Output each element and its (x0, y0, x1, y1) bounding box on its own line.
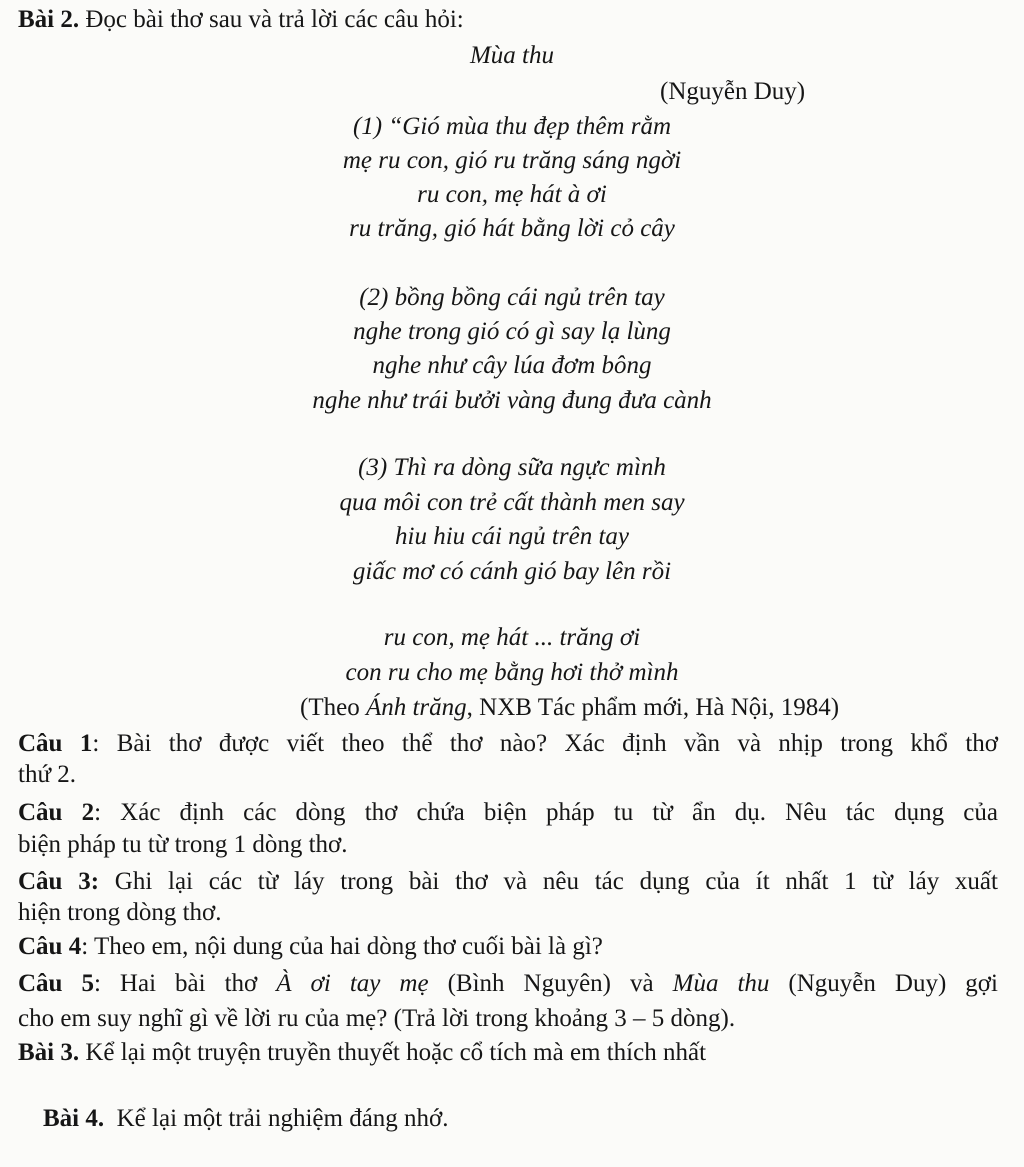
exercise-2-number: Bài 2. (18, 6, 80, 33)
exercise-4-text: Kể lại một trải nghiệm đáng nhớ. (104, 1105, 449, 1132)
question-4 (18, 931, 603, 963)
exercise-3-text: Kể lại một truyện truyền thuyết hoặc cổ tích mà em thích nhất (79, 1039, 707, 1066)
poem-line: mẹ ru con, gió ru trăng sáng ngời (342, 147, 682, 174)
exercise-3-number: Bài 3. (18, 1039, 80, 1066)
exercise-3 (18, 1037, 706, 1069)
question-5-continued: cho em suy nghĩ gì về lời ru của mẹ? (Trả lời trong khoảng 3 – 5 dòng). (18, 1005, 736, 1032)
poem-title-ref: À ơi tay mẹ (276, 970, 429, 997)
question-text: : Bài thơ được viết theo thể thơ nào? Xác định vần và nhịp trong khổ thơ (92, 730, 998, 757)
question-label: Câu 3: (18, 868, 100, 895)
poem-line: ru con, mẹ hát à ơi (417, 181, 607, 208)
poem-line: ru trăng, gió hát bằng lời cỏ cây (349, 215, 675, 242)
poem-line: con ru cho mẹ bằng hơi thở mình (345, 659, 679, 686)
poem-title-ref: Mùa thu (672, 970, 770, 997)
poem-line: nghe như trái bưởi vàng đung đưa cành (312, 387, 712, 414)
poem-line: nghe như cây lúa đơm bông (372, 352, 652, 379)
question-1 (18, 728, 998, 760)
question-2 (18, 797, 998, 829)
poem-author: (Nguyễn Duy) (660, 78, 806, 105)
exercise-2-instruction: Đọc bài thơ sau và trả lời các câu hỏi: (85, 6, 464, 33)
poem-line: (2) bồng bồng cái ngủ trên tay (359, 284, 665, 311)
source-book-title: Ánh trăng (365, 694, 467, 721)
poem-line: qua môi con trẻ cất thành men say (339, 489, 685, 516)
poem-source (300, 692, 839, 724)
poem-line: nghe trong gió có gì say lạ lùng (353, 318, 671, 345)
question-text: : Hai bài thơ (93, 970, 277, 997)
question-text: Ghi lại các từ láy trong bài thơ và nêu tác dụng của ít nhất 1 từ láy xuất (99, 868, 998, 895)
question-3-continued: hiện trong dòng thơ. (18, 899, 222, 926)
poem-line: (3) Thì ra dòng sữa ngực mình (358, 454, 666, 481)
question-text: : Xác định các dòng thơ chứa biện pháp tu từ ẩn dụ. Nêu tác dụng của (94, 799, 998, 826)
source-prefix: (Theo (300, 694, 366, 721)
question-label: Câu 5 (18, 970, 94, 997)
question-3 (18, 866, 998, 898)
exercise-2-heading (18, 4, 464, 36)
source-suffix: , NXB Tác phẩm mới, Hà Nội, 1984) (466, 694, 840, 721)
question-text: (Bình Nguyên) và (428, 970, 673, 997)
poem-line: ru con, mẹ hát ... trăng ơi (383, 624, 641, 651)
exercise-4-number: Bài 4. (43, 1105, 105, 1132)
poem-title: Mùa thu (469, 42, 555, 69)
question-1-continued: thứ 2. (18, 761, 76, 788)
question-label: Câu 4 (18, 933, 82, 960)
poem-line: giấc mơ có cánh gió bay lên rồi (352, 558, 672, 585)
question-2-continued: biện pháp tu từ trong 1 dòng thơ. (18, 831, 348, 858)
question-text: : Theo em, nội dung của hai dòng thơ cuối bài là gì? (81, 933, 603, 960)
question-label: Câu 1 (18, 730, 93, 757)
question-text: (Nguyễn Duy) gợi (769, 970, 998, 997)
question-5 (18, 968, 998, 1000)
poem-line: (1) “Gió mùa thu đẹp thêm rằm (352, 113, 672, 140)
question-label: Câu 2 (18, 799, 95, 826)
poem-line: hiu hiu cái ngủ trên tay (395, 523, 629, 550)
exercise-4 (18, 1071, 449, 1167)
